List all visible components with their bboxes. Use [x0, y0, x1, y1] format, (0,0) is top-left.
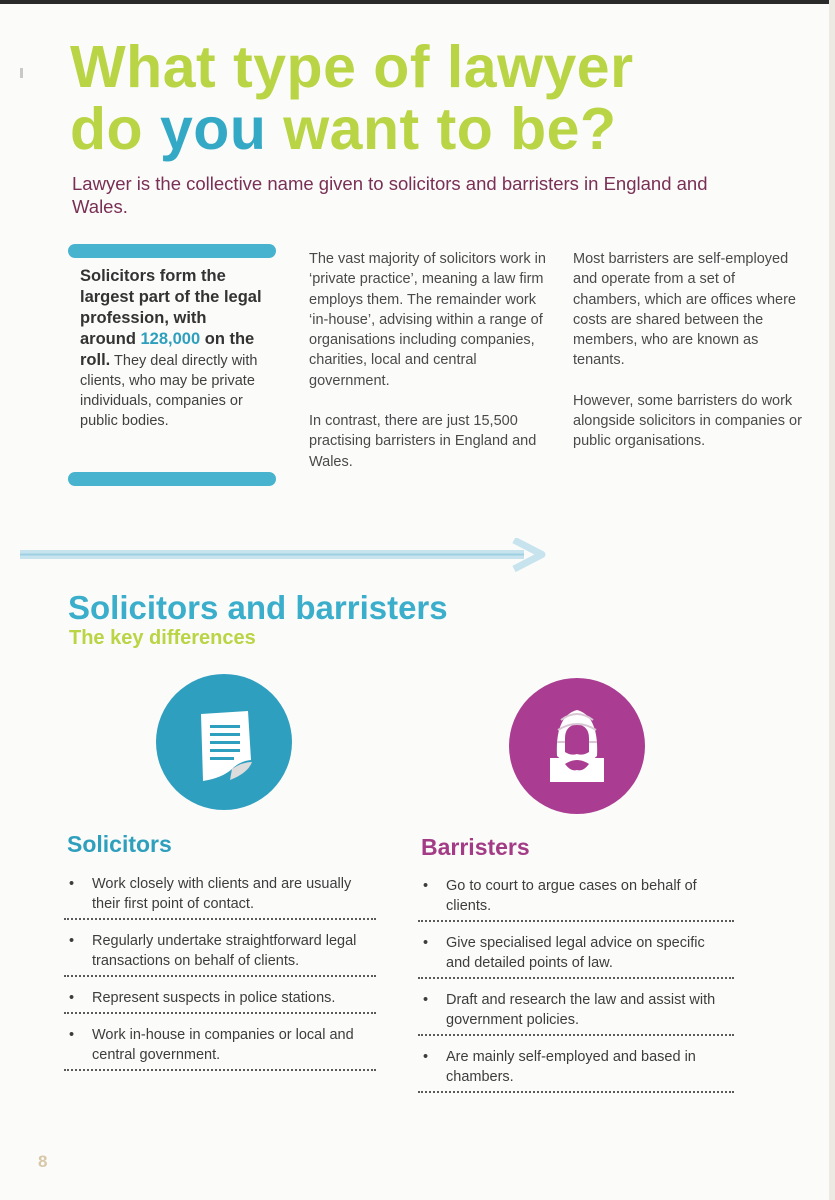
- barristers-heading: Barristers: [421, 834, 530, 860]
- solicitors-callout: [68, 244, 276, 486]
- list-item: [418, 1047, 734, 1093]
- list-item-text: Work in-house in companies or local and central government.: [92, 1027, 354, 1063]
- column2-paragraph-2: In contrast, there are just 15,500 practising barristers in England and Wales.: [309, 413, 537, 470]
- document-icon: [156, 674, 292, 810]
- title-line-1: What type of lawyer: [70, 34, 634, 100]
- list-item: [64, 874, 376, 920]
- margin-mark: [20, 68, 23, 78]
- callout-bold-b: on the roll.: [80, 330, 255, 369]
- barristers-list: [418, 876, 734, 1104]
- callout-top-bar: [68, 244, 276, 258]
- bullet-dot: •: [69, 1027, 75, 1043]
- bullet-dot: •: [69, 990, 75, 1006]
- title-word-you: you: [159, 96, 267, 162]
- list-item: [418, 933, 734, 979]
- solicitors-list: [64, 874, 376, 1082]
- column3-paragraph-2: However, some barristers do work alongside solicitors in companies or public organisations.: [573, 392, 802, 450]
- list-item-text: Go to court to argue cases on behalf of clients.: [446, 878, 697, 914]
- callout-bold-a: Solicitors form the largest part of the legal profession, with around: [80, 267, 262, 348]
- list-item: [64, 931, 376, 977]
- list-item-text: Are mainly self-employed and based in chambers.: [446, 1049, 696, 1085]
- section-subtitle: The key differences: [69, 627, 256, 649]
- list-item-text: Draft and research the law and assist with government policies.: [446, 992, 716, 1028]
- scan-top-edge: [0, 0, 835, 4]
- callout-body: [80, 266, 266, 431]
- list-item: [418, 876, 734, 922]
- intro-text: Lawyer is the collective name given to solicitors and barristers in England and Wales.: [72, 173, 708, 217]
- bullet-dot: •: [423, 1049, 429, 1065]
- list-item-text: Give specialised legal advice on specific and detailed points of law.: [446, 935, 705, 971]
- barrister-emblem: [509, 678, 645, 814]
- scan-right-edge: [829, 0, 835, 1200]
- callout-number: 128,000: [140, 330, 201, 348]
- solicitor-emblem: [156, 674, 292, 810]
- column2-paragraph-1: The vast majority of solicitors work in ‘private practice’, meaning a law firm employs them. The remainder work ‘in-house’, advising within a range of organisations including companies, charities, local and central government.: [309, 251, 546, 389]
- column-barristers-chambers: [573, 249, 805, 472]
- list-item-text: Work closely with clients and are usually their first point of contact.: [92, 876, 352, 912]
- arrow-divider-icon: [20, 538, 552, 572]
- page-number: 8: [38, 1152, 48, 1171]
- bullet-dot: •: [69, 876, 75, 892]
- column3-paragraph-1: Most barristers are self-employed and operate from a set of chambers, which are offices where costs are shared between the members, who are known as tenants.: [573, 251, 796, 369]
- callout-bottom-bar: [68, 472, 276, 486]
- title-line-2c: want to be?: [266, 96, 617, 162]
- barrister-wig-icon: [509, 678, 645, 814]
- title-line-2a: do: [70, 96, 160, 162]
- list-item-text: Represent suspects in police stations.: [92, 990, 336, 1006]
- bullet-dot: •: [423, 992, 429, 1008]
- callout-rest: They deal directly with clients, who may be private individuals, companies or public bodies.: [80, 353, 258, 429]
- list-item-text: Regularly undertake straightforward legal transactions on behalf of clients.: [92, 933, 357, 969]
- bullet-dot: •: [423, 878, 429, 894]
- column-solicitors-practice: [309, 249, 547, 492]
- section-title: Solicitors and barristers: [68, 589, 448, 626]
- page-title: [70, 36, 634, 160]
- bullet-dot: •: [69, 933, 75, 949]
- list-item: [64, 988, 376, 1014]
- list-item: [418, 990, 734, 1036]
- bullet-dot: •: [423, 935, 429, 951]
- list-item: [64, 1025, 376, 1071]
- solicitors-heading: Solicitors: [67, 831, 172, 857]
